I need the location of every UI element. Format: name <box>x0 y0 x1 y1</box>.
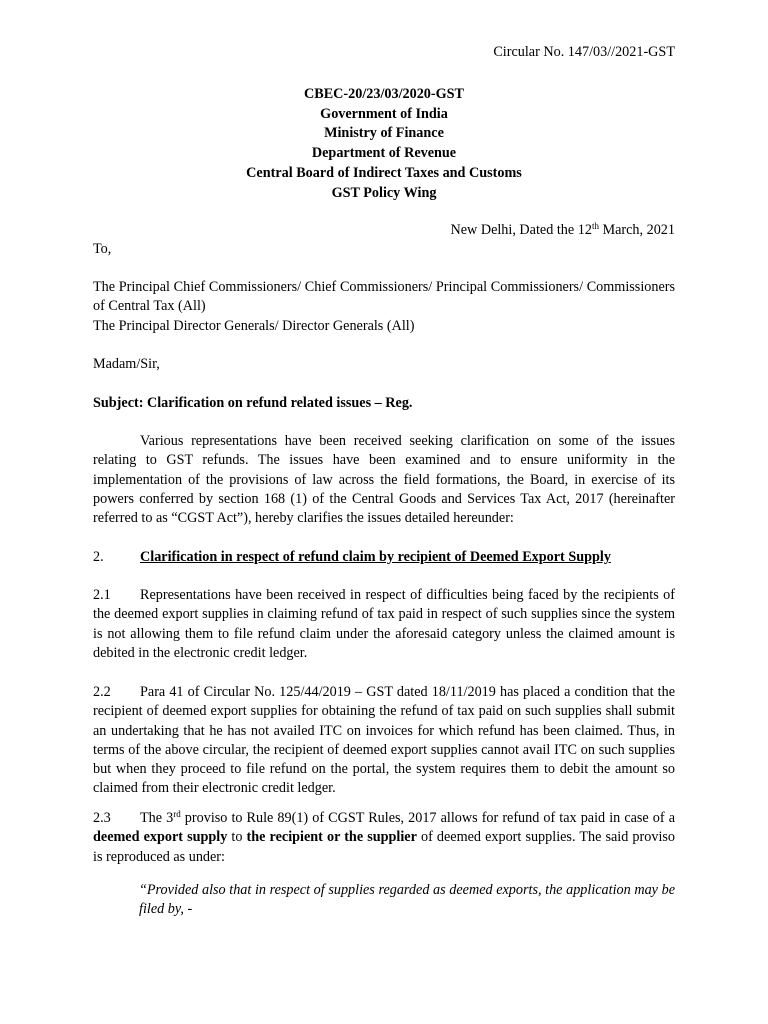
addressee-line-1: The Principal Chief Commissioners/ Chief Commissioners/ Principal Commissioners/ Commissioners of Central Tax (All) <box>93 279 675 315</box>
subject-line: Subject: Clarification on refund related issues – Reg. <box>93 395 413 411</box>
to-label: To, <box>93 241 112 257</box>
section-title: Clarification in respect of refund claim by recipient of Deemed Export Supply <box>140 549 611 565</box>
paragraph-text: proviso to Rule 89(1) of CGST Rules, 2017 allows for refund of tax paid in case of a <box>180 810 675 826</box>
header-board: Central Board of Indirect Taxes and Customs <box>246 164 522 181</box>
paragraph-text: The 3 <box>140 810 174 826</box>
salutation: Madam/Sir, <box>93 356 160 372</box>
addressee-line-2: The Principal Director Generals/ Director Generals (All) <box>93 318 415 334</box>
paragraph-number: 2.1 <box>93 587 111 603</box>
paragraph-number: 2.2 <box>93 684 111 700</box>
paragraph-2-2 <box>93 683 675 799</box>
paragraph-text: to <box>227 829 247 846</box>
header-department: Department of Revenue <box>311 145 457 162</box>
emphasis-deemed-export-supply: deemed export supply <box>93 829 228 846</box>
dateline-prefix: New Delhi, Dated the 12 <box>450 222 592 238</box>
file-number: CBEC-20/23/03/2020-GST <box>303 86 465 102</box>
header-wing: GST Policy Wing <box>331 184 437 201</box>
paragraph-text: of deemed export supplies. The said proviso is reproduced as under: <box>93 829 675 865</box>
document-header <box>93 85 675 203</box>
section-number: 2. <box>93 549 104 565</box>
section-2-heading <box>93 548 675 567</box>
emphasis-recipient-or-supplier: the recipient or the supplier <box>246 829 417 846</box>
paragraph-2-3 <box>93 809 675 867</box>
document-page <box>93 0 675 1024</box>
circular-number: Circular No. 147/03//2021-GST <box>493 44 675 60</box>
paragraph-text: Para 41 of Circular No. 125/44/2019 – GST dated 18/11/2019 has placed a condition that the recipient of deemed export supplies for obtaining the refund of tax paid on such supplies shall submit an undertaking that he has not availed ITC on invoices for which refund has been claimed. Thus, in terms of the above circular, the recipient of deemed export supplies cannot avail ITC on such supplies but when they proceed to file refund on the portal, the system requires them to debit the amount so claimed from their electronic credit ledger. <box>93 684 675 797</box>
quoted-proviso: “Provided also that in respect of supplies regarded as deemed exports, the application may be filed by, - <box>139 882 675 918</box>
ordinal-sup: rd <box>173 809 181 819</box>
paragraph-text: Representations have been received in respect of difficulties being faced by the recipients of the deemed export supplies in claiming refund of tax paid in respect of such supplies since the system is not allowing them to file refund claim under the aforesaid category unless the claimed amount is debited in the electronic credit ledger. <box>93 587 675 661</box>
header-ministry: Ministry of Finance <box>324 125 444 142</box>
dateline-suffix: March, 2021 <box>598 222 675 238</box>
paragraph-2-1 <box>93 586 675 663</box>
header-government: Government of India <box>320 105 448 122</box>
dateline-sup: th <box>591 221 599 231</box>
dateline <box>450 221 675 240</box>
intro-paragraph: Various representations have been received seeking clarification on some of the issues relating to GST refunds. The issues have been examined and to ensure uniformity in the implementation of the provisions of law across the field formations, the Board, in exercise of its powers conferred by section 168 (1) of the Central Goods and Services Tax Act, 2017 (hereinafter referred to as “CGST Act”), hereby clarifies the issues detailed hereunder: <box>93 433 675 527</box>
paragraph-number: 2.3 <box>93 810 111 826</box>
